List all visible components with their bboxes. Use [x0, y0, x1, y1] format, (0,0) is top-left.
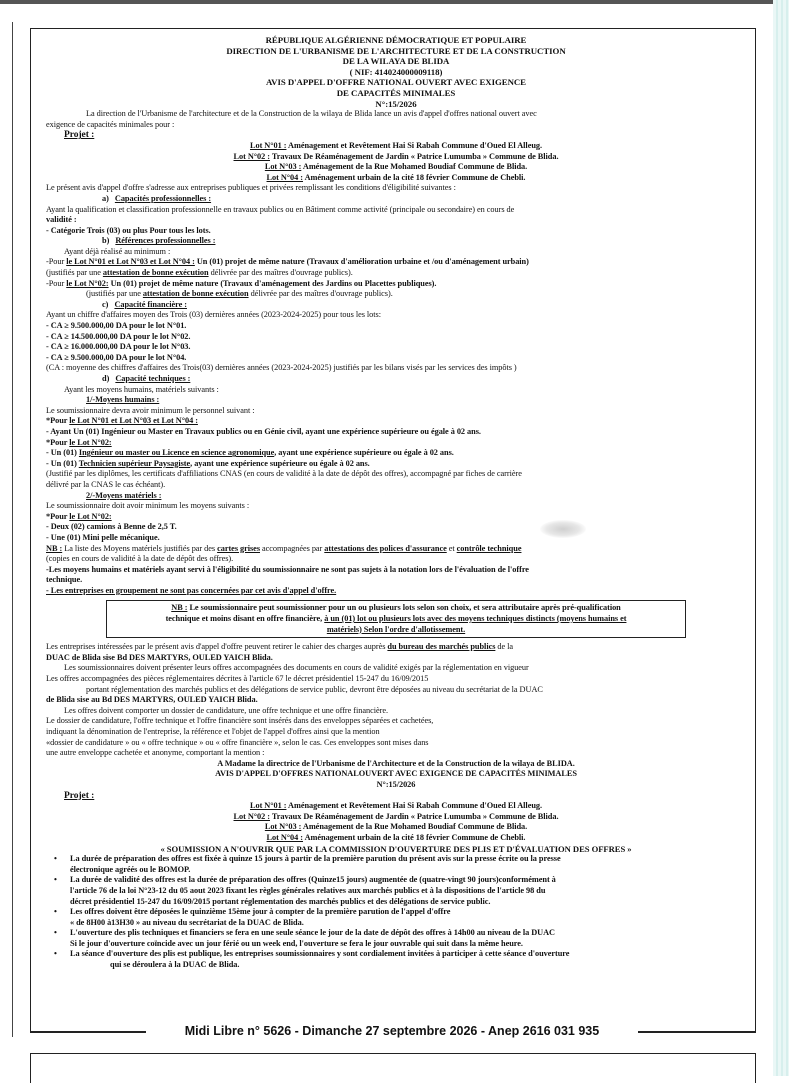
lot-text: Aménagement urbain de la cité 18 février Commune de Chebli. [303, 832, 526, 842]
section-title: Références professionnelles : [115, 236, 216, 246]
lot-item [46, 152, 746, 163]
text-part: accompagnées par [260, 543, 325, 553]
nb-materials [46, 544, 746, 597]
lot-item [46, 801, 746, 812]
text-line: Le soumissionnaire devra avoir minimum le personnel suivant : [46, 405, 255, 415]
bullet-line: • Les offres doivent être déposées le quinzième 15ème jour à compter de la première parution de l'appel d'offre [70, 907, 451, 917]
left-column-edge [0, 22, 13, 1037]
text-line: Ayant déjà réalisé au minimum : [64, 246, 171, 256]
text-line: Ayant les moyens humains, matériels suivants : [64, 384, 219, 394]
lot-list [46, 141, 746, 183]
text-part: -Pour [46, 257, 67, 267]
text-part: le Lot N°01 et Lot N°03 et Lot N°04 : [69, 416, 198, 426]
header-line: RÉPUBLIQUE ALGÉRIENNE DÉMOCRATIQUE ET POPULAIRE [265, 35, 527, 45]
text-line [46, 289, 746, 300]
bullet-line: l'article 76 de la loi N°23-12 du 05 aout 2023 fixant les règles générales relatives aux marchés publics et à la dispositions de l'article 98 du [70, 885, 546, 895]
lot-number: Lot N°01 : [249, 140, 287, 150]
section-marker: d) [102, 374, 110, 383]
lot-number: Lot N°03 : [264, 162, 302, 172]
address-line: A Madame la directrice de l'Urbanisme de l'Architecture et de la Construction de la wilaya de BLIDA. [217, 758, 575, 768]
text-line: Ayant un chiffre d'affaires moyen des Trois (03) dernières années (2023-2024-2025) pour tous les lots: [46, 310, 381, 320]
text-part: (justifiés par une [86, 289, 143, 299]
bullet-line: décret présidentiel 15-247 du 16/09/2015 portant réglementation des marchés publics et des délégations de service public. [70, 896, 491, 906]
text-line: Les soumissionnaires doivent présenter leurs offres accompagnées des documents en cours de validité exigés par la réglementation en vigueur [64, 663, 529, 673]
text-part: le Lot N°02: [69, 437, 112, 447]
text-part: technique et moins disant en offre financière, [165, 614, 325, 624]
footer-bar [30, 1022, 756, 1040]
lot-text: Aménagement urbain de la cité 18 février Commune de Chebli. [303, 172, 526, 182]
text-part: Technicien supérieur Paysagiste [78, 458, 191, 468]
text-part: -Pour [46, 278, 67, 288]
text-line: (CA : moyenne des chiffres d'affaires des Trois(03) dernières années (2023-2024-2025) justifiés par les bilans visés par les services des impôts ) [46, 363, 517, 373]
notice-content [46, 35, 746, 971]
bullet-list [46, 854, 746, 971]
section-heading [46, 374, 746, 385]
notice-title: AVIS D'APPEL D'OFFRE NATIONAL OUVERT AVEC EXIGENCE [265, 77, 526, 88]
text-line: -Les moyens humains et matériels ayant servi à l'éligibilité du soumissionnaire ne sont pas sujets à la notation lors de l'évaluation de l'offre [46, 564, 529, 574]
text-line: portant réglementation des marchés publics et des délégations de service public, devront être déposées au niveau du secrétariat de la DUAC [86, 684, 543, 694]
text-part: attestation de bonne exécution [142, 289, 249, 299]
lot-item [46, 812, 746, 823]
soumission-mention: « SOUMISSION A N'OUVRIR QUE PAR LA COMMISSION D'OUVERTURE DES PLIS ET D'ÉVALUATION DES OFFRES » [160, 843, 632, 854]
text-line: DUAC de Blida sise Bd DES MARTYRS, OULED YAICH Blida. [46, 652, 273, 662]
text-line [46, 642, 746, 653]
text-line: délivré par la CNAS le cas échéant). [46, 479, 166, 489]
text-line: indiquant la dénomination de l'entreprise, la référence et l'objet de l'appel d'offres ainsi que la mention [46, 727, 380, 736]
next-notice-frame [30, 1053, 756, 1083]
lot-item [46, 833, 746, 844]
text-part: *Pour [46, 416, 70, 426]
text-line: Les offres doivent comporter un dossier de candidature, une offre technique et une offre financière. [64, 705, 388, 715]
text-line: Le soumissionnaire doit avoir minimum les moyens suivants : [46, 501, 250, 511]
text-part: - Un (01) [46, 458, 79, 468]
ca-line: - CA ≥ 16.000.000,00 DA pour le lot N°03. [46, 342, 191, 352]
projet-label: Projet : [64, 790, 95, 801]
text-part: Les entreprises intéressées par le présent avis d'appel d'offre peuvent retirer le cahier des charges auprès [46, 642, 388, 652]
text-part: NB : [46, 543, 63, 553]
text-part: attestation de bonne exécution [102, 268, 209, 278]
text-line [46, 512, 746, 523]
bullet-item [46, 928, 746, 949]
intro-line: La direction de l'Urbanisme de l'architecture et de la Construction de la wilaya de Blida lance un avis d'appel d'offres national ouvert avec [86, 109, 537, 119]
text-part: délivrée par des maîtres d'ouvrage publics). [208, 268, 353, 278]
footer-publication: Midi Libre n° 5626 - Dimanche 27 septembre 2026 - Anep 2616 031 935 [146, 1022, 638, 1040]
ca-line: - CA ≥ 9.500.000,00 DA pour le lot N°04. [46, 352, 187, 362]
lot-text: Aménagement et Revêtement Hai Si Rabah Commune d'Oued El Alleug. [286, 140, 543, 150]
section-d [46, 374, 746, 544]
bullet-item [46, 854, 746, 875]
text-part: Un (01) projet de même nature (Travaux d'amélioration urbaine et /ou d'aménagement urbain) [194, 257, 529, 267]
text-line [113, 603, 679, 614]
text-line: (copies en cours de validité à la date de dépôt des offres). [46, 554, 234, 564]
section-title: Capacités professionnelles : [114, 193, 212, 203]
bullet-line: qui se déroulera à la DUAC de Blida. [110, 960, 240, 970]
text-part: attestations des polices d'assurance [324, 543, 447, 553]
lot-number: Lot N°04 : [266, 832, 303, 842]
lot-text: Travaux De Réaménagement de Jardin « Patrice Lumumba » Commune de Blida. [269, 811, 559, 821]
text-line: Le dossier de candidature, l'offre technique et l'offre financière sont insérés dans des enveloppes séparées et cachetées, [46, 716, 434, 726]
bullet-line: « de 8H00 à13H30 » au niveau du secrétariat de la DUAC de Blida. [70, 917, 304, 927]
text-line [46, 257, 746, 268]
bullet-item [46, 875, 746, 907]
lot-item [46, 141, 746, 152]
text-line: - Une (01) Mini pelle mécanique. [46, 532, 160, 542]
section-marker: c) [102, 299, 109, 309]
subsection-title: 2/-Moyens matériels : [86, 490, 162, 500]
text-part: - Un (01) [46, 448, 79, 458]
text-line: - Catégorie Trois (03) ou plus Pour tous les lots. [46, 225, 211, 235]
bullet-item [46, 907, 746, 928]
lot-text: Aménagement de la Rue Mohamed Boudiaf Commune de Blida. [301, 162, 528, 172]
bullet-line: électronique agréés ou le BOMOP. [70, 864, 191, 874]
lot-number: Lot N°02 : [233, 811, 270, 821]
text-part: *Pour [46, 437, 70, 447]
section-c [46, 300, 746, 374]
text-part: cartes grises [217, 543, 260, 553]
conditions-intro: Le présent avis d'appel d'offre s'adresse aux entreprises publiques et privées remplissant les conditions d'éligibilité suivantes : [46, 183, 456, 193]
lot-item [46, 822, 746, 833]
lot-item [46, 173, 746, 184]
retrait-section [46, 642, 746, 759]
text-line [46, 544, 746, 555]
text-part: de la [495, 642, 514, 652]
text-line: Ayant la qualification et classification professionnelle en travaux publics ou en Bâtiment comme activité (principale ou secondaire) en cours de [46, 204, 515, 214]
lot-item [46, 162, 746, 173]
notice-number: N°:15/2026 [375, 98, 417, 109]
bullet-item [46, 949, 746, 970]
text-line: une autre enveloppe cachetée et anonyme, comportant la mention : [46, 748, 265, 758]
bullet-line: • La durée de préparation des offres est fixée à quinze 15 jours à partir de la première parution du présent avis sur la presse écrite ou la presse [70, 854, 561, 864]
text-part: Le soumissionnaire peut soumissionner pour un ou plusieurs lots selon son choix, et sera attributaire après pré-qualification [187, 603, 621, 613]
text-line: Les offres accompagnées des pièces réglementaires décrites à l'article 67 le décret présidentiel 15-247 du 16/09/2015 [46, 674, 429, 684]
text-part: le Lot N°02: [66, 278, 109, 288]
header-line: DIRECTION DE L'URBANISME DE L'ARCHITECTURE ET DE LA CONSTRUCTION [226, 45, 566, 56]
section-marker: b) [102, 236, 110, 246]
lot-number: Lot N°01 : [249, 801, 287, 811]
text-line: (Justifié par les diplômes, les certificats d'affiliations CNAS (en cours de validité à la date de dépôt des offres), accompagné par fiches de carrière [46, 469, 522, 479]
header-line: DE LA WILAYA DE BLIDA [342, 56, 450, 67]
text-part: , ayant une expérience supérieure ou égale à 02 ans. [190, 458, 370, 468]
text-line: «dossier de candidature » ou « offre technique » ou « offre financière », selon le cas. Ces enveloppes sont mises dans [46, 737, 429, 747]
text-part: délivrée par des maîtres d'ouvrage publics). [248, 289, 393, 299]
text-part: à un (01) lot ou plusieurs lots avec des moyens techniques distincts (moyens humains et [324, 614, 627, 624]
text-part: , ayant une expérience supérieure ou égale à 02 ans. [274, 448, 454, 458]
section-marker: a) [102, 193, 109, 203]
text-line: validité : [46, 215, 77, 225]
lot-text: Aménagement de la Rue Mohamed Boudiaf Commune de Blida. [301, 822, 528, 832]
lot-number: Lot N°02 : [233, 151, 270, 161]
text-part: contrôle technique [456, 543, 522, 553]
right-edge-stripe [773, 0, 789, 1076]
lot-number: Lot N°04 : [266, 172, 303, 182]
text-part: La liste des Moyens matériels justifiés par des [62, 543, 218, 553]
text-line: - Deux (02) camions à Benne de 2,5 T. [46, 522, 177, 532]
section-heading [46, 194, 746, 205]
section-heading [46, 300, 746, 311]
address-line: N°:15/2026 [376, 779, 416, 789]
text-line: - Les entreprises en groupement ne sont pas concernées par cet avis d'appel d'offre. [46, 585, 337, 595]
text-line: de Blida sise au Bd DES MARTYRS, OULED YAICH Blida. [46, 695, 258, 705]
text-line: technique. [46, 575, 83, 585]
address-block [46, 759, 746, 791]
address-line: AVIS D'APPEL D'OFFRES NATIONALOUVERT AVEC EXIGENCE DE CAPACITÉS MINIMALES [215, 769, 577, 779]
intro-line: exigence de capacités minimales pour : [46, 119, 175, 129]
notice-header [46, 35, 746, 109]
bullet-line: Si le jour d'ouverture coïncide avec un jour férié ou un week end, l'ouverture se fera le jour ouvrable qui suit dans la même heure. [70, 938, 523, 948]
text-line [46, 438, 746, 449]
bullet-line: • La durée de validité des offres est la durée de préparation des offres (Quinze15 jours) augmentée de (quatre-vingt 90 jours)conformément à [70, 875, 556, 885]
lot-text: Travaux De Réaménagement de Jardin « Patrice Lumumba » Commune de Blida. [269, 151, 559, 161]
section-title: Capacité financière : [114, 299, 187, 309]
text-part: le Lot N°02: [69, 511, 112, 521]
section-a [46, 194, 746, 236]
text-line: - Ayant Un (01) Ingénieur ou Master en Travaux publics ou en Génie civil, ayant une expérience supérieure ou égale à 02 ans. [46, 426, 481, 436]
text-part: Un (01) projet de même nature (Travaux d'aménagement des Jardins ou Placettes publiques). [108, 278, 437, 288]
text-line [113, 614, 679, 625]
text-part: NB : [171, 603, 188, 613]
lot-number: Lot N°03 : [264, 822, 302, 832]
text-part: le Lot N°01 et Lot N°03 et Lot N°04 : [66, 257, 195, 267]
text-line [46, 416, 746, 427]
text-part: (justifiés par une [46, 268, 103, 278]
notice-title: DE CAPACITÉS MINIMALES [336, 87, 456, 98]
text-part: du bureau des marchés publics [387, 642, 496, 652]
header-nif: ( NIF: 414024000009118) [349, 66, 443, 77]
bullet-line: • L'ouverture des plis techniques et financiers se fera en une seule séance le jour de la date de dépôt des offres à 14h00 au niveau de la DUAC [70, 928, 555, 938]
top-edge-bar [0, 0, 789, 4]
text-part: *Pour [46, 511, 70, 521]
lot-list-repeat [46, 801, 746, 843]
ca-line: - CA ≥ 14.500.000,00 DA pour le lot N°02. [46, 331, 191, 341]
nb-box [106, 600, 686, 638]
text-line: matériels) Selon l'ordre d'allotissement. [326, 624, 466, 634]
text-part: Ingénieur ou master ou Licence en science agronomique [78, 448, 275, 458]
text-line [46, 279, 746, 290]
text-line [46, 459, 746, 470]
bullet-line: • La séance d'ouverture des plis est publique, les entreprises soumissionnaires y sont cordialement invitées à participer à cette séance d'ouverture [70, 949, 570, 959]
section-title: Capacité techniques : [115, 374, 191, 383]
section-heading [46, 236, 746, 247]
lot-text: Aménagement et Revêtement Hai Si Rabah Commune d'Oued El Alleug. [286, 801, 543, 811]
ca-line: - CA ≥ 9.500.000,00 DA pour le lot N°01. [46, 321, 187, 331]
section-b [46, 236, 746, 300]
text-line [46, 448, 746, 459]
text-part: et [446, 543, 457, 553]
text-line [46, 268, 746, 279]
subsection-title: 1/-Moyens humains : [86, 395, 160, 405]
projet-label: Projet : [64, 130, 95, 141]
